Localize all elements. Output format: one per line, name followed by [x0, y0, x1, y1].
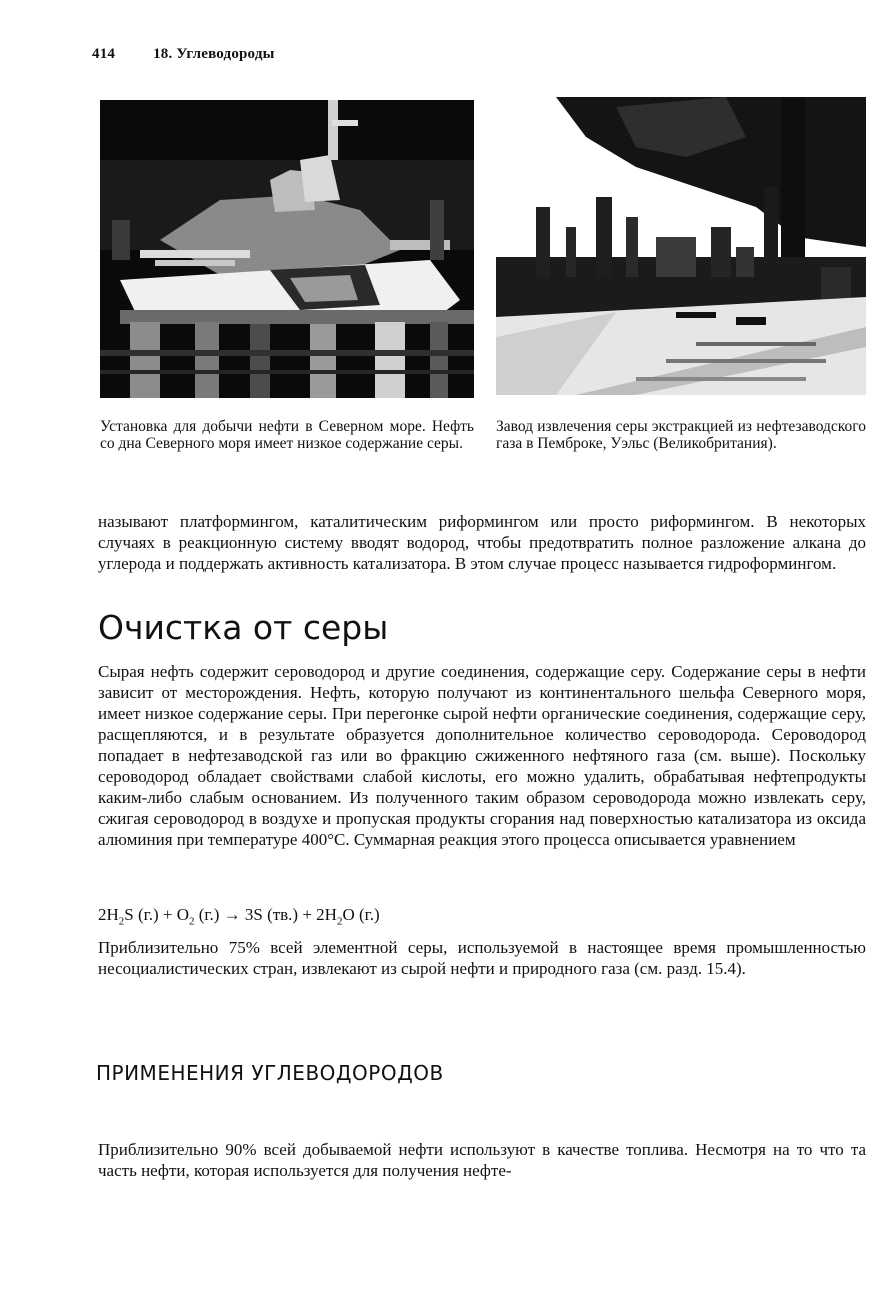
sulfur-plant-illustration [496, 97, 866, 395]
figure-caption-left: Установка для добычи нефти в Северном море. Нефть со дна Северного моря имеет низкое содержание серы. [100, 418, 474, 452]
page-number: 414 [92, 46, 116, 62]
sulfur-plant-photo [496, 97, 866, 395]
equation-term: O (г.) [342, 905, 380, 924]
oil-platform-photo [100, 100, 474, 398]
body-paragraph-elemental-sulfur: Приблизительно 75% всей элементной серы, используемой в настоящее время промышленностью несоциалистических стран, извлекают из сырой нефти и природного газа (см. разд. 15.4). [98, 938, 866, 978]
equation-subscript: 2 [336, 915, 343, 928]
reaction-equation [98, 904, 380, 928]
equation-term: 2H [98, 905, 119, 924]
body-paragraph-reforming: называют платформингом, каталитическим риформингом или просто риформингом. В некоторых случаях в реакционную систему вводят водород, чтобы предотвратить полное разложение алкана до углерода и поддержать активность катализатора. В этом случае процесс называется гидроформингом. [98, 512, 866, 573]
equation-subscript: 2 [118, 915, 125, 928]
equation-term: S (г.) + O [124, 905, 189, 924]
chapter-title: 18. Углеводороды [153, 46, 275, 62]
equation-subscript: 2 [188, 915, 195, 928]
equation-term: (г.) → 3S (тв.) + 2H [194, 905, 337, 924]
running-head [92, 46, 275, 63]
body-paragraph-fuel: Приблизительно 90% всей добываемой нефти используют в качестве топлива. Несмотря на то что та часть нефти, которая используется для получения нефте- [98, 1140, 866, 1180]
section-heading-hydrocarbon-uses: ПРИМЕНЕНИЯ УГЛЕВОДОРОДОВ [96, 1061, 444, 1085]
oil-platform-illustration [100, 100, 474, 398]
figure-caption-right: Завод извлечения серы экстракцией из нефтезаводского газа в Пемброке, Уэльс (Великобритания). [496, 418, 866, 452]
section-title-sulfur-removal: Очистка от серы [98, 608, 389, 647]
body-paragraph-sulfur: Сырая нефть содержит сероводород и другие соединения, содержащие серу. Содержание серы в нефти зависит от месторождения. Нефть, которую получают из континентального шельфа Северного моря, имеет низкое содержание серы. При перегонке сырой нефти органические соединения, содержащие серу, расщепляются, и в результате образуется дополнительное количество сероводорода. Сероводород попадает в нефтезаводской газ или во фракцию сжиженного нефтяного газа (см. выше). Поскольку сероводород обладает свойствами слабой кислоты, его можно удалить, обрабатывая нефтепродукты каким-либо слабым основанием. Из полученного таким образом сероводорода можно извлекать серу, сжигая сероводород в воздухе и пропуская продукты сгорания над поверхностью катализатора из оксида алюминия при температуре 400°С. Суммарная реакция этого процесса описывается уравнением [98, 662, 866, 849]
